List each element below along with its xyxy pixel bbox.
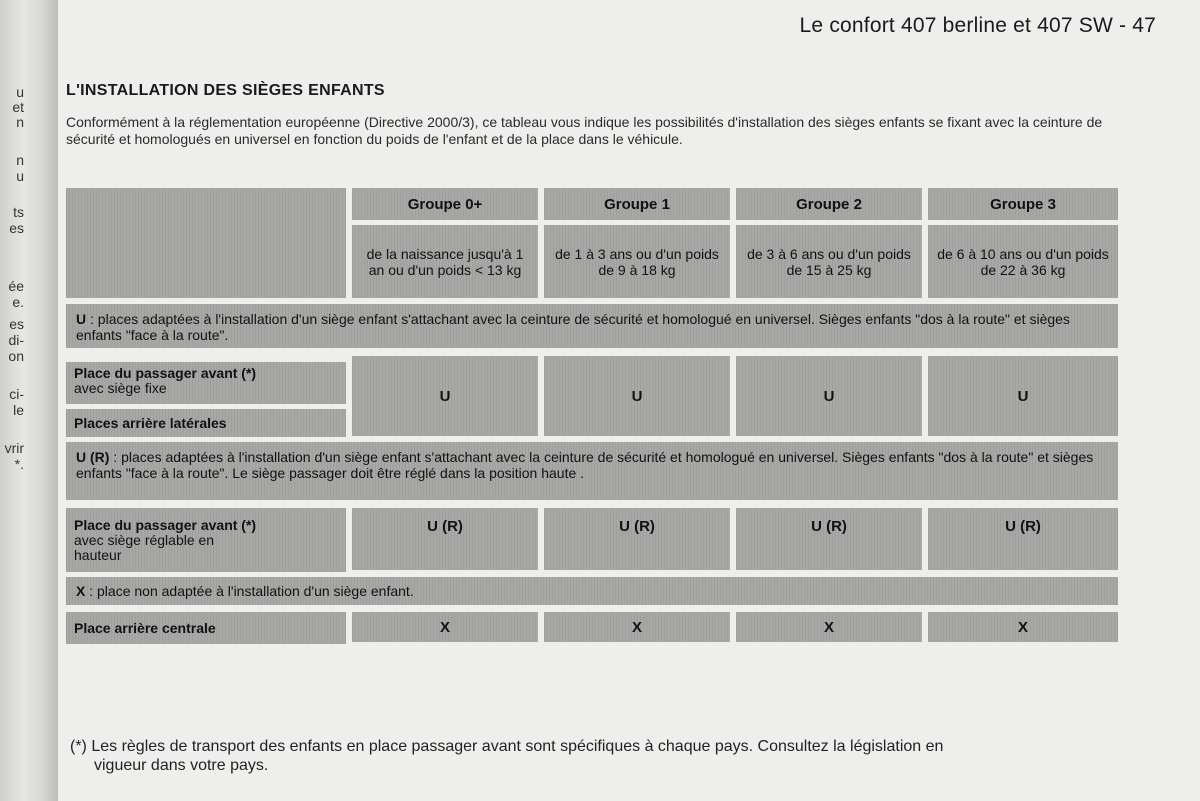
spine-fragment: n [16,114,24,130]
table-corner-cell [66,188,346,298]
spine-fragment: e. [12,294,24,310]
row-label-bold: Place du passager avant (*) [74,365,257,381]
legend-code: U [76,311,87,327]
cell-value: U (R) [544,508,730,570]
cell-value: U (R) [928,508,1118,570]
footnote-line: vigueur dans votre pays. [94,757,269,774]
spine-fragment: di- [8,332,24,348]
legend-code: X [76,583,86,599]
footnote [70,737,1130,775]
row-label-bold: Place arrière centrale [74,619,216,636]
footnote-line: (*) Les règles de transport des enfants en place passager avant sont spécifiques à chaque pays. Consultez la législation en [70,738,944,755]
spine-fragment: n [16,152,24,168]
spine-fragment: *. [14,456,24,472]
group-description: de 6 à 10 ans ou d'un poids de 22 à 36 kg [928,225,1118,298]
legend-note-x [66,577,1118,605]
legend-note-ur [66,442,1118,500]
row-label-front-fixed [66,362,346,404]
group-description: de la naissance jusqu'à 1 an ou d'un poids < 13 kg [352,225,538,298]
running-header: Le confort 407 berline et 407 SW - 47 [799,14,1156,37]
group-header: Groupe 1 [544,188,730,220]
cell-value: U [928,356,1118,436]
cell-value: X [352,612,538,642]
spine-fragment: es [9,220,24,236]
group-header: Groupe 0+ [352,188,538,220]
adjacent-page-strip [0,0,58,801]
spine-fragment: ci- [9,386,24,402]
row-label-bold: Places arrière latérales [74,414,227,431]
row-label-rear-sides [66,409,346,437]
spine-fragment: vrir [4,440,24,456]
row-label-rear-center [66,612,346,644]
cell-value: U (R) [352,508,538,570]
spine-fragment: ée [8,278,24,294]
legend-code: U (R) [76,449,110,465]
spine-fragment: u [16,168,24,184]
group-description: de 3 à 6 ans ou d'un poids de 15 à 25 kg [736,225,922,298]
spine-fragment: ts [13,204,24,220]
group-header: Groupe 2 [736,188,922,220]
cell-value: X [544,612,730,642]
legend-text: : place non adaptée à l'installation d'un siège enfant. [85,583,414,599]
spine-fragment: et [12,99,24,115]
cell-value: X [736,612,922,642]
cell-value: U [352,356,538,436]
row-label-front-adjustable [66,508,346,572]
group-description: de 1 à 3 ans ou d'un poids de 9 à 18 kg [544,225,730,298]
cell-value: X [928,612,1118,642]
legend-text: : places adaptées à l'installation d'un siège enfant s'attachant avec la ceinture de sécurité et homologué en universel. Sièges enfants "dos à la route" et sièges enfants "face à la route". Le siège passager doit être réglé dans la position haute . [76,449,1094,481]
legend-text: : places adaptées à l'installation d'un siège enfant s'attachant avec la ceinture de sécurité et homologué en universel. Sièges enfants "dos à la route" et sièges enfants "face à la route". [76,311,1070,343]
section-title: L'INSTALLATION DES SIÈGES ENFANTS [66,82,385,99]
cell-value: U [736,356,922,436]
row-label-bold: Place du passager avant (*) [74,517,257,533]
spine-fragment: es [9,316,24,332]
intro-paragraph: Conformément à la réglementation européenne (Directive 2000/3), ce tableau vous indique les possibilités d'installation des sièges enfants se fixant avec la ceinture de sécurité et homologués en universel en fonction du poids de l'enfant et de la place dans le véhicule. [66,114,1103,147]
row-label-detail: avec siège réglable en hauteur [74,532,215,563]
spine-fragment: u [16,84,24,100]
legend-note-u [66,304,1118,348]
spine-fragment: le [13,402,24,418]
cell-value: U [544,356,730,436]
cell-value: U (R) [736,508,922,570]
row-label-detail: avec siège fixe [74,380,167,396]
spine-fragment: on [8,348,24,364]
group-header: Groupe 3 [928,188,1118,220]
